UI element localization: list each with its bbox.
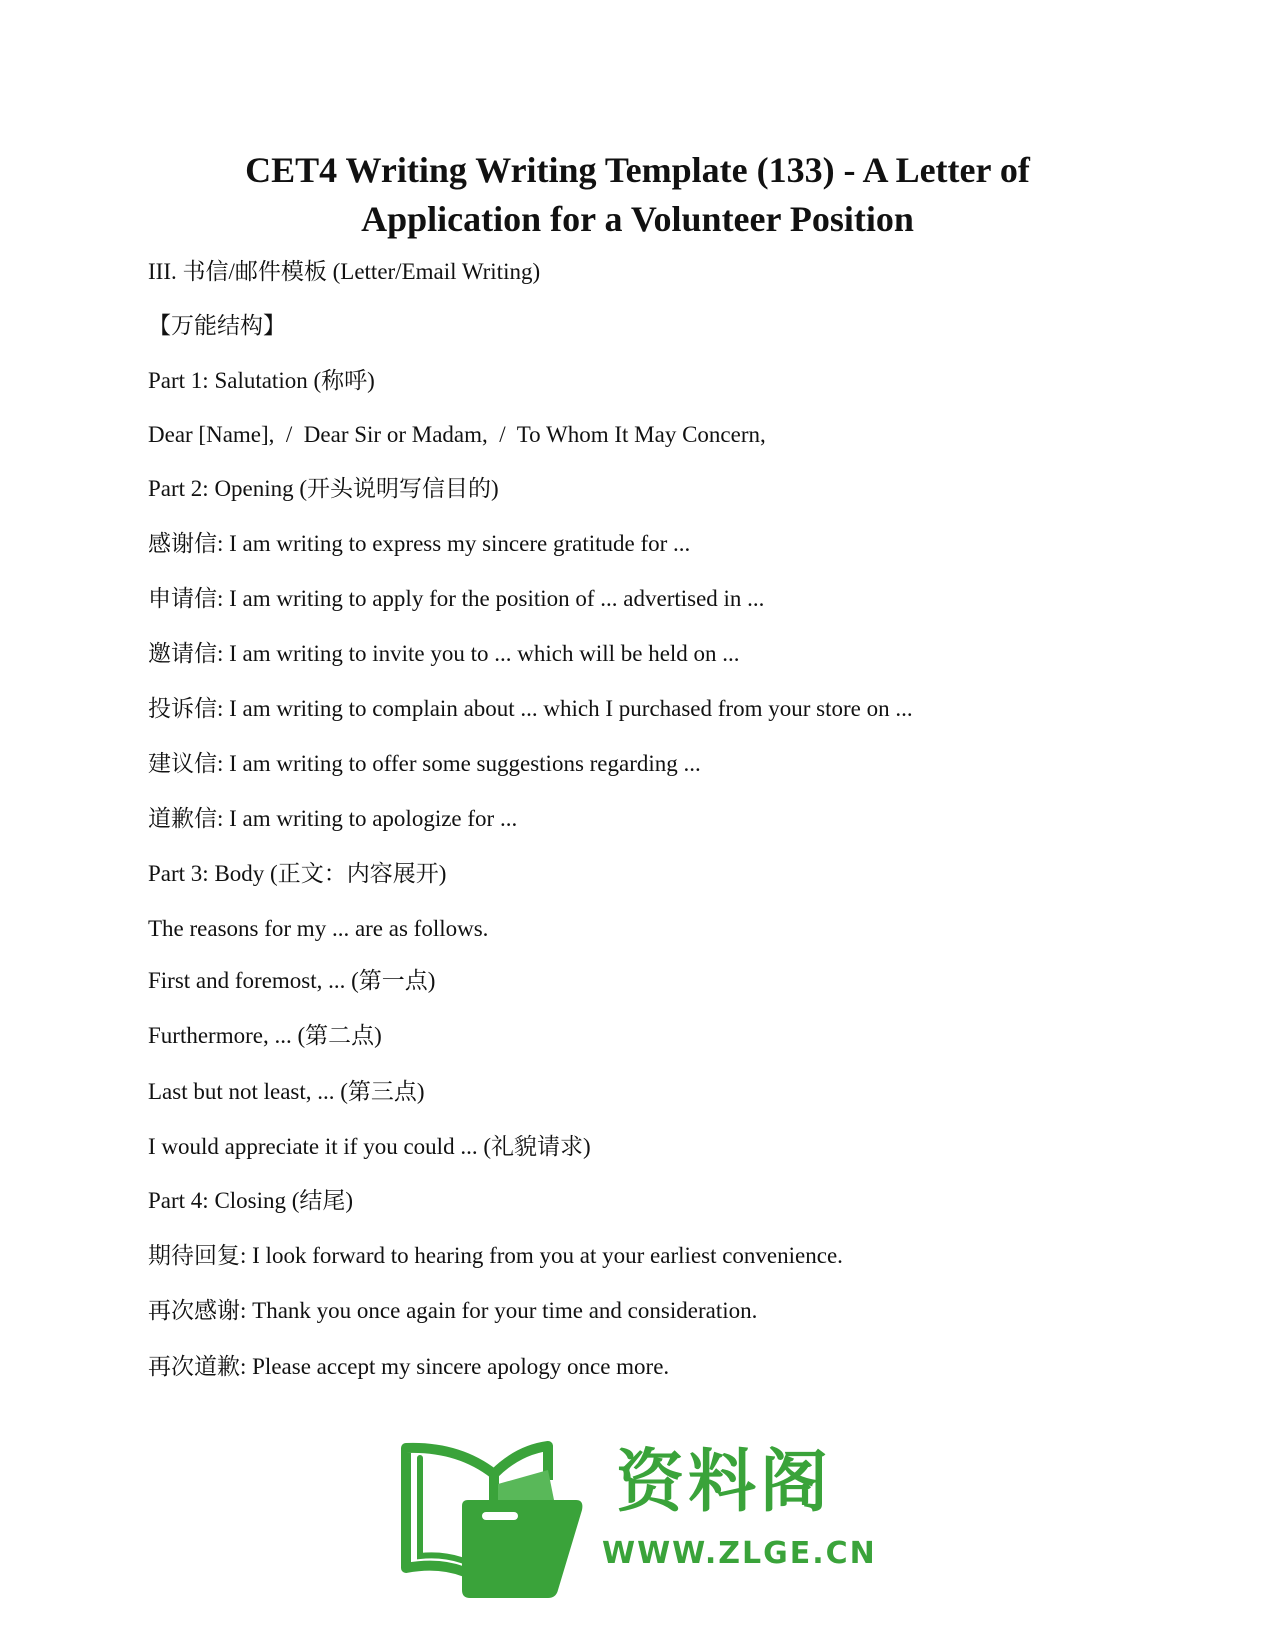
watermark-brand: 资料阁 <box>616 1443 833 1522</box>
template-line: 再次道歉: Please accept my sincere apology once more. <box>148 1354 670 1379</box>
part-heading: Part 1: Salutation (称呼) <box>148 368 375 393</box>
template-line: Last but not least, ... (第三点) <box>148 1079 425 1104</box>
template-line: Dear [Name], / Dear Sir or Madam, / To Whom It May Concern, <box>148 422 766 447</box>
template-line: Furthermore, ... (第二点) <box>148 1023 382 1048</box>
template-line: I would appreciate it if you could ... (礼貌请求) <box>148 1134 591 1159</box>
section-heading: III. 书信/邮件模板 (Letter/Email Writing) <box>148 259 541 284</box>
watermark-url: WWW.ZLGE.CN <box>602 1536 877 1571</box>
template-line: The reasons for my ... are as follows. <box>148 916 489 941</box>
template-line: 期待回复: I look forward to hearing from you at your earliest convenience. <box>148 1243 843 1268</box>
watermark-logo <box>398 1440 877 1610</box>
template-line: 再次感谢: Thank you once again for your time and consideration. <box>148 1298 758 1323</box>
book-folder-icon <box>398 1440 598 1610</box>
template-line: 建议信: I am writing to offer some suggestions regarding ... <box>148 751 701 776</box>
document-title-line-1: CET4 Writing Writing Template (133) - A Letter of <box>245 150 1030 190</box>
template-line: 邀请信: I am writing to invite you to ... which will be held on ... <box>148 641 740 666</box>
template-line: 投诉信: I am writing to complain about ... which I purchased from your store on ... <box>148 696 913 721</box>
part-heading: Part 2: Opening (开头说明写信目的) <box>148 476 499 501</box>
template-line: 感谢信: I am writing to express my sincere gratitude for ... <box>148 531 691 556</box>
template-line: First and foremost, ... (第一点) <box>148 968 436 993</box>
structure-heading: 【万能结构】 <box>148 313 286 338</box>
part-heading: Part 4: Closing (结尾) <box>148 1188 354 1213</box>
document-title-line-2: Application for a Volunteer Position <box>361 199 914 239</box>
part-heading: Part 3: Body (正文：内容展开) <box>148 861 447 886</box>
template-line: 申请信: I am writing to apply for the position of ... advertised in ... <box>148 586 765 611</box>
template-line: 道歉信: I am writing to apologize for ... <box>148 806 518 831</box>
